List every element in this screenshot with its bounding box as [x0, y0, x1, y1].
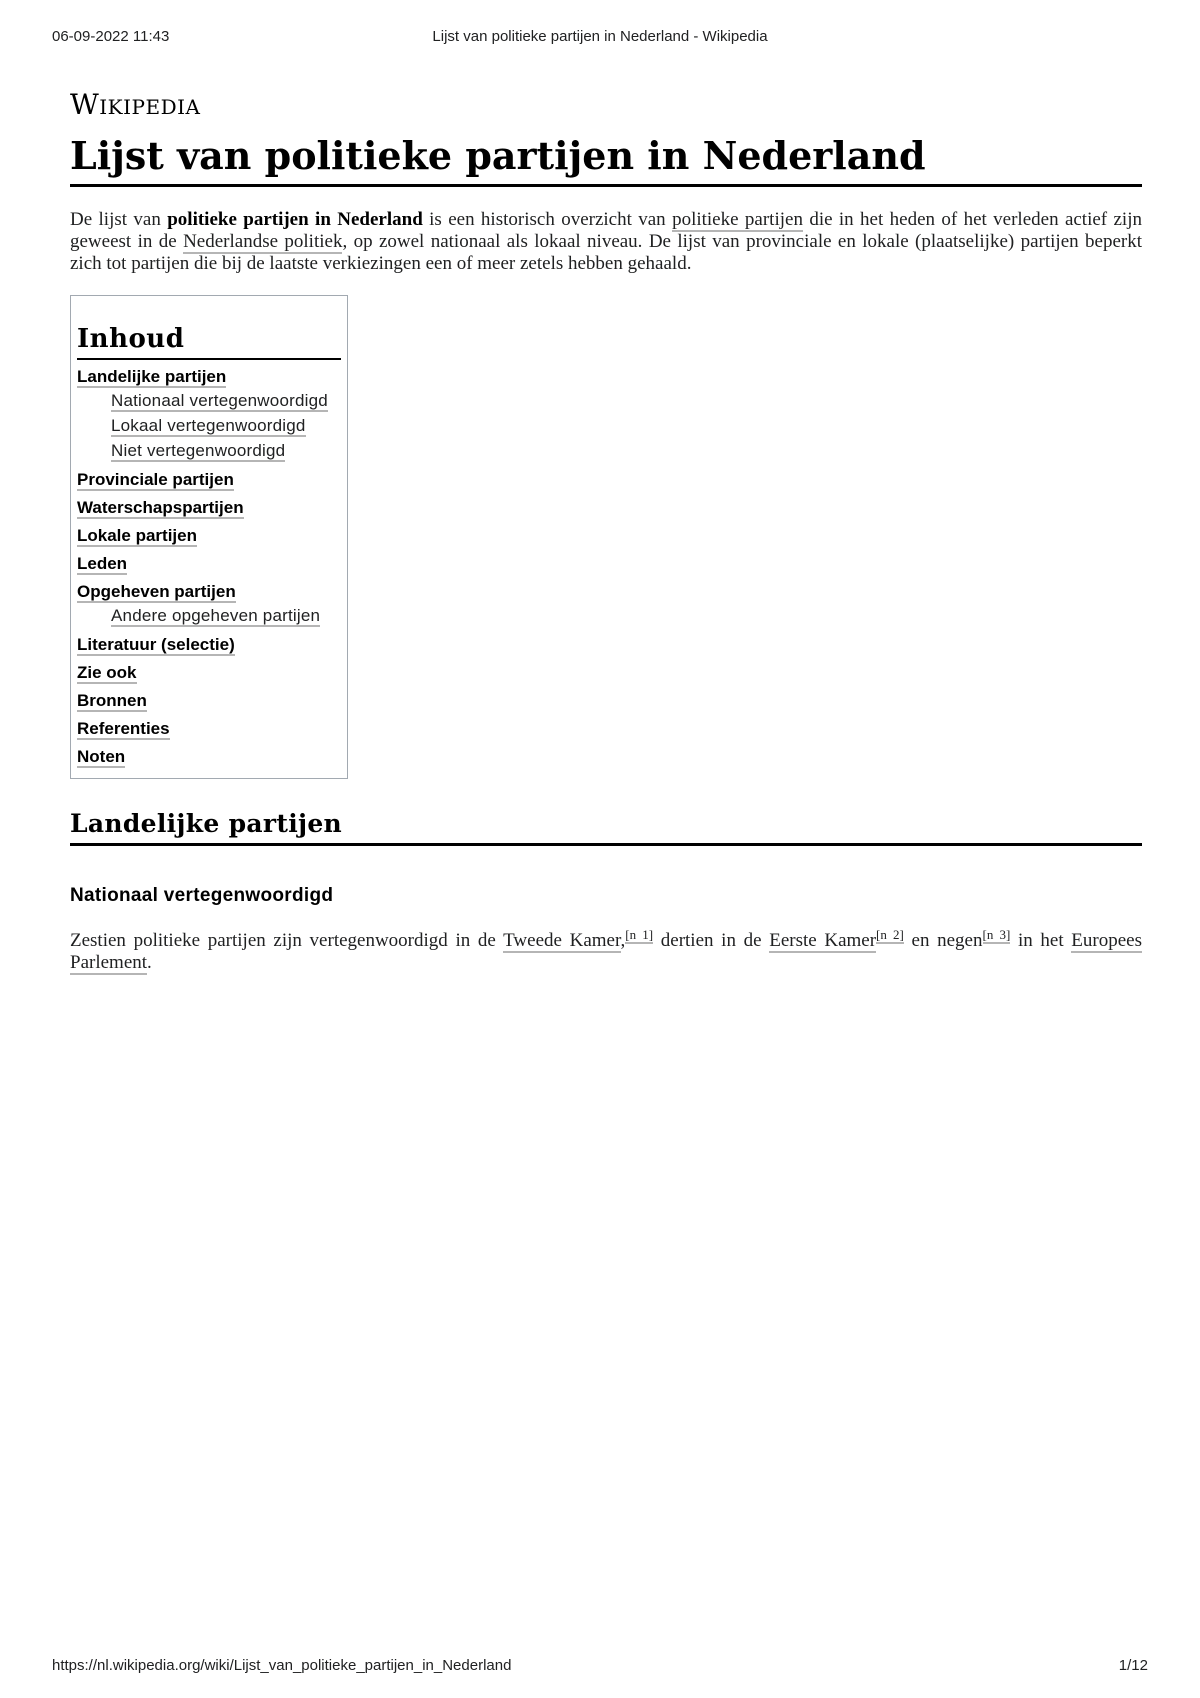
link-nederlandse-politiek[interactable]: Nederlandse politiek: [183, 231, 343, 252]
toc-subitem: [111, 415, 341, 438]
print-page-number: 1/12: [1118, 1657, 1148, 1674]
print-title: Lijst van politieke partijen in Nederland - Wikipedia: [432, 28, 768, 45]
para-text: ,: [620, 930, 626, 951]
table-of-contents: [70, 295, 348, 779]
toc-item: [77, 497, 341, 519]
footnote-link-n2[interactable]: [n 2]: [876, 926, 904, 942]
toc-sublist: [77, 390, 341, 463]
toc-sublist: [77, 605, 341, 628]
toc-link[interactable]: Zie ook: [77, 663, 137, 682]
toc-link[interactable]: Referenties: [77, 719, 170, 738]
toc-link[interactable]: Leden: [77, 554, 128, 573]
print-datetime: 06-09-2022 11:43: [52, 28, 170, 45]
link-eerste-kamer[interactable]: Eerste Kamer: [769, 930, 877, 951]
toc-link[interactable]: Landelijke partijen: [77, 367, 227, 386]
link-politieke-partijen[interactable]: politieke partijen: [672, 209, 803, 230]
section-heading-landelijke-partijen: Landelijke partijen: [70, 807, 1142, 846]
intro-text: is een historisch overzicht van: [422, 209, 673, 230]
toc-link[interactable]: Bronnen: [77, 691, 147, 710]
link-tweede-kamer[interactable]: Tweede Kamer: [503, 930, 621, 951]
toc-item: [77, 366, 341, 463]
intro-text: die in het heden of het verleden actief zijn geweest in de: [70, 209, 1142, 252]
footnote-ref: [983, 927, 1011, 944]
toc-link[interactable]: Literatuur (selectie): [77, 635, 235, 654]
footnote-link-n3[interactable]: [n 3]: [982, 926, 1011, 942]
footnote-ref: [625, 927, 653, 944]
toc-subitem: [111, 390, 341, 413]
toc-subitem: [111, 440, 341, 463]
article: [70, 88, 1142, 974]
wikipedia-logo[interactable]: Wikipedia: [70, 88, 201, 121]
para-text: .: [147, 952, 152, 973]
toc-item: [77, 634, 341, 656]
intro-text: , op zowel nationaal als lokaal niveau. De lijst van provinciale en lokale (plaatselijke) partijen beperkt zich tot partijen die bij de laatste verkiezingen een of meer zetels hebben gehaald.: [70, 231, 1142, 274]
print-header: [0, 28, 1200, 48]
toc-link[interactable]: Lokale partijen: [77, 526, 197, 545]
toc-sublink[interactable]: Andere opgeheven partijen: [111, 606, 321, 625]
toc-title: Inhoud: [77, 322, 341, 360]
subsection-heading-nationaal-vertegenwoordigd: Nationaal vertegenwoordigd: [70, 885, 334, 906]
para-text: Zestien politieke partijen zijn vertegenwoordigd in de: [70, 930, 504, 951]
toc-item: [77, 469, 341, 491]
footnote-ref: [876, 927, 904, 944]
toc-link[interactable]: Provinciale partijen: [77, 470, 234, 489]
page-title: Lijst van politieke partijen in Nederland: [70, 132, 1142, 187]
toc-link[interactable]: Noten: [77, 747, 126, 766]
toc-item: [77, 525, 341, 547]
print-url: https://nl.wikipedia.org/wiki/Lijst_van_politieke_partijen_in_Nederland: [52, 1657, 512, 1674]
toc-item: [77, 581, 341, 628]
toc-sublink[interactable]: Nationaal vertegenwoordigd: [111, 391, 328, 410]
toc-item: [77, 718, 341, 740]
print-footer: [0, 1657, 1200, 1677]
link-europees-parlement[interactable]: Europees Parlement: [70, 930, 1142, 973]
toc-link[interactable]: Opgeheven partijen: [77, 582, 236, 601]
footnote-link-n1[interactable]: [n 1]: [625, 926, 654, 942]
para-text: dertien in de: [653, 930, 770, 951]
intro-paragraph: [70, 209, 1142, 275]
intro-bold-term: politieke partijen in Nederland: [167, 209, 423, 230]
toc-subitem: [111, 605, 341, 628]
toc-item: [77, 690, 341, 712]
toc-item: [77, 746, 341, 768]
toc-list: [77, 366, 341, 768]
toc-item: [77, 662, 341, 684]
toc-link[interactable]: Waterschapspartijen: [77, 498, 244, 517]
para-text: in het: [1010, 930, 1072, 951]
para-text: en negen: [903, 930, 983, 951]
intro-text: De lijst van: [70, 209, 168, 230]
section-paragraph: [70, 926, 1142, 974]
toc-sublink[interactable]: Niet vertegenwoordigd: [111, 441, 286, 460]
toc-sublink[interactable]: Lokaal vertegenwoordigd: [111, 416, 306, 435]
toc-item: [77, 553, 341, 575]
